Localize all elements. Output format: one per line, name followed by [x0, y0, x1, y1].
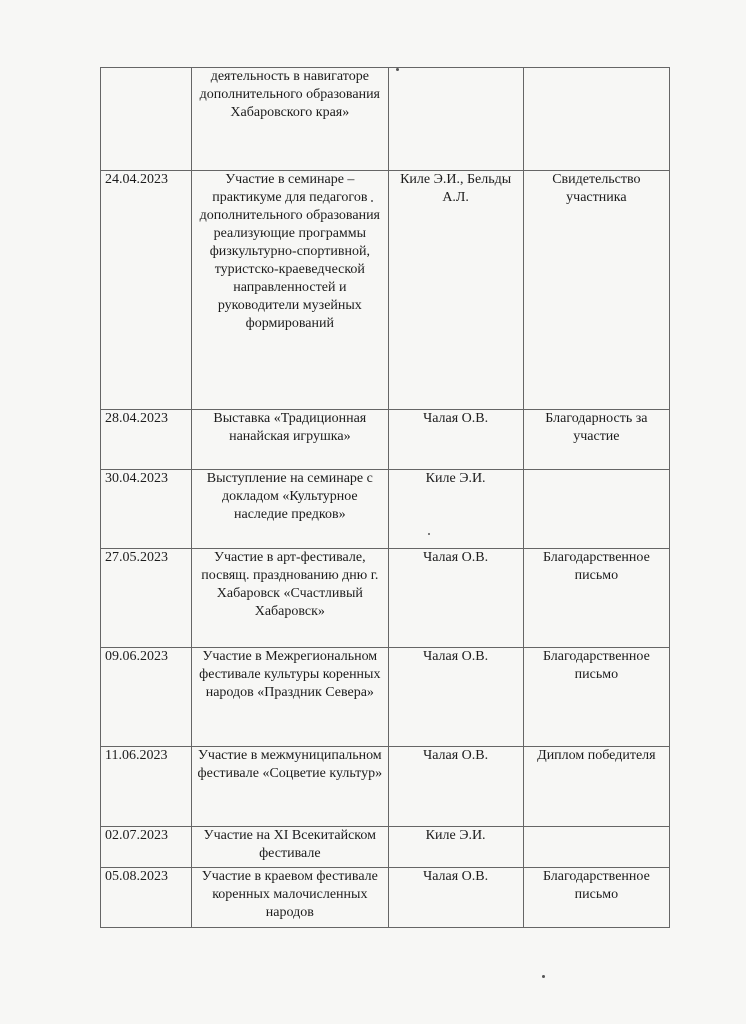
result-cell [523, 68, 669, 171]
participants-cell [388, 68, 523, 171]
table-row [101, 868, 670, 928]
date-cell: 09.06.2023 [101, 648, 192, 747]
participants-cell: Чалая О.В. [388, 648, 523, 747]
table-row [101, 68, 670, 171]
date-cell: 11.06.2023 [101, 747, 192, 827]
result-cell: Диплом победителя [523, 747, 669, 827]
event-cell: Участие в арт-фестивале, посвящ. празднованию дню г. Хабаровск «Счастливый Хабаровск» [192, 549, 388, 648]
table-row [101, 747, 670, 827]
result-cell: Благодарность за участие [523, 410, 669, 470]
result-cell: Благодарственное письмо [523, 549, 669, 648]
participants-cell: Чалая О.В. [388, 747, 523, 827]
scan-speck [371, 200, 373, 202]
result-cell: Благодарственное письмо [523, 648, 669, 747]
participants-cell: Киле Э.И., Бельды А.Л. [388, 171, 523, 410]
date-cell: 24.04.2023 [101, 171, 192, 410]
date-cell: 27.05.2023 [101, 549, 192, 648]
result-cell: Благодарственное письмо [523, 868, 669, 928]
event-cell: Участие в краевом фестивале коренных малочисленных народов [192, 868, 388, 928]
scan-speck [542, 975, 545, 978]
date-cell: 02.07.2023 [101, 827, 192, 868]
scan-speck [428, 533, 430, 535]
table-row [101, 171, 670, 410]
participants-cell: Чалая О.В. [388, 549, 523, 648]
table-row [101, 648, 670, 747]
scan-speck [396, 68, 399, 71]
result-cell [523, 470, 669, 549]
event-cell: Участие в межмуниципальном фестивале «Соцветие культур» [192, 747, 388, 827]
table-row [101, 410, 670, 470]
participants-cell: Чалая О.В. [388, 868, 523, 928]
event-cell: Участие в семинаре – практикуме для педагогов дополнительного образования реализующие программы физкультурно-спортивной, туристско-краеведческой направленностей и руководители музейных формирований [192, 171, 388, 410]
table-row [101, 470, 670, 549]
date-cell: 30.04.2023 [101, 470, 192, 549]
events-table [100, 67, 670, 928]
result-cell: Свидетельство участника [523, 171, 669, 410]
table-row [101, 549, 670, 648]
event-cell: Участие в Межрегиональном фестивале культуры коренных народов «Праздник Севера» [192, 648, 388, 747]
event-cell: Участие на XI Всекитайском фестивале [192, 827, 388, 868]
result-cell [523, 827, 669, 868]
participants-cell: Киле Э.И. [388, 470, 523, 549]
table-row [101, 827, 670, 868]
date-cell: 05.08.2023 [101, 868, 192, 928]
participants-cell: Чалая О.В. [388, 410, 523, 470]
date-cell [101, 68, 192, 171]
event-cell: Выставка «Традиционная нанайская игрушка» [192, 410, 388, 470]
event-cell: Выступление на семинаре с докладом «Культурное наследие предков» [192, 470, 388, 549]
participants-cell: Киле Э.И. [388, 827, 523, 868]
date-cell: 28.04.2023 [101, 410, 192, 470]
event-cell: деятельность в навигаторе дополнительного образования Хабаровского края» [192, 68, 388, 171]
